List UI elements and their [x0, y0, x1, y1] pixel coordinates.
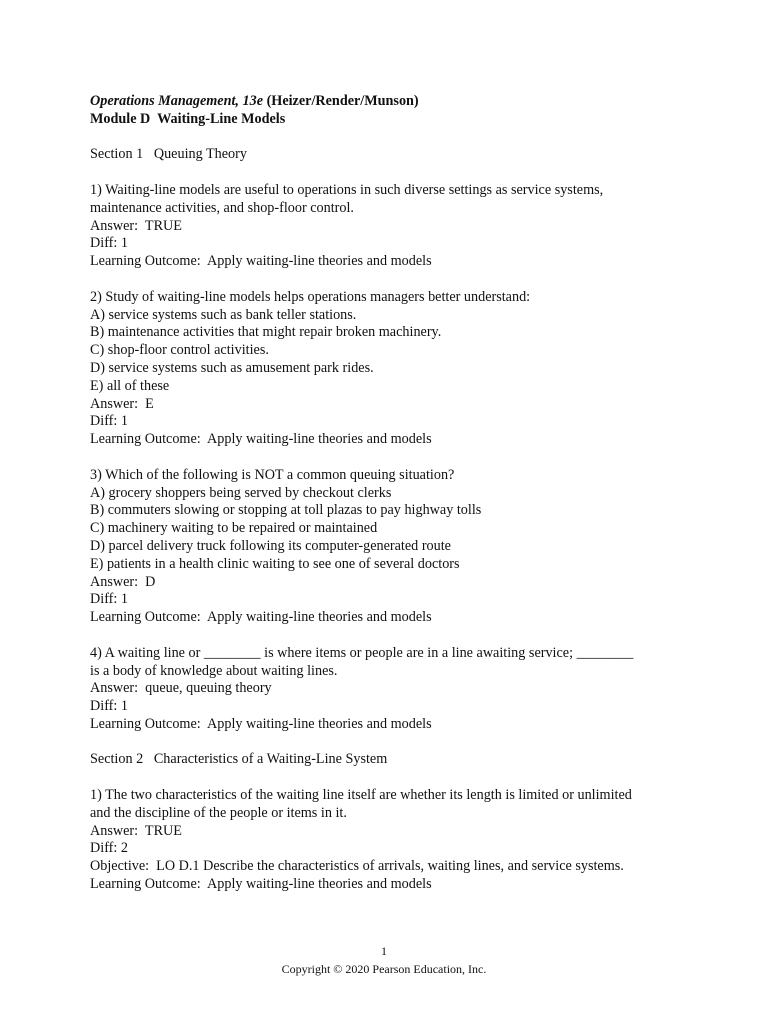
- difficulty-line: Diff: 1: [90, 591, 128, 608]
- answer-line: Answer: TRUE: [90, 822, 182, 839]
- difficulty-line: Diff: 2: [90, 840, 128, 857]
- answer-choice: D) parcel delivery truck following its computer-generated route: [90, 537, 451, 554]
- question-block: [90, 289, 690, 449]
- answer-choice: A) service systems such as bank teller stations.: [90, 306, 357, 323]
- page-number: 1: [381, 944, 387, 958]
- answer-choice: B) commuters slowing or stopping at toll plazas to pay highway tolls: [90, 502, 482, 519]
- question-block: [90, 467, 690, 627]
- learning-outcome-line: Learning Outcome: Apply waiting-line theories and models: [90, 876, 432, 893]
- book-title: Operations Management, 13e: [90, 93, 264, 109]
- document-page: [90, 93, 690, 894]
- section-heading: Section 2 Characteristics of a Waiting-Line System: [90, 751, 388, 768]
- difficulty-line: Diff: 1: [90, 698, 128, 715]
- question-block: [90, 645, 690, 734]
- question-text: 4) A waiting line or ________ is where items or people are in a line awaiting service; ________: [90, 644, 634, 661]
- learning-outcome-line: Learning Outcome: Apply waiting-line theories and models: [90, 609, 432, 626]
- question-text: 2) Study of waiting-line models helps operations managers better understand:: [90, 288, 531, 305]
- answer-choice: E) all of these: [90, 377, 170, 394]
- answer-choice: E) patients in a health clinic waiting to see one of several doctors: [90, 555, 460, 572]
- question-block: [90, 787, 690, 894]
- answer-line: Answer: D: [90, 573, 156, 590]
- question-text: 1) The two characteristics of the waiting line itself are whether its length is limited or unlimited: [90, 787, 632, 804]
- question-text: 1) Waiting-line models are useful to operations in such diverse settings as service systems,: [90, 181, 604, 198]
- learning-outcome-line: Learning Outcome: Apply waiting-line theories and models: [90, 431, 432, 448]
- question-text: maintenance activities, and shop-floor control.: [90, 199, 354, 216]
- book-authors: (Heizer/Render/Munson): [263, 93, 419, 109]
- answer-choice: B) maintenance activities that might repair broken machinery.: [90, 324, 442, 341]
- section-heading: Section 1 Queuing Theory: [90, 146, 247, 163]
- question-text: and the discipline of the people or items in it.: [90, 804, 347, 821]
- answer-line: Answer: queue, queuing theory: [90, 680, 272, 697]
- learning-outcome-line: Learning Outcome: Apply waiting-line theories and models: [90, 715, 432, 732]
- answer-line: Answer: E: [90, 395, 154, 412]
- question-text: 3) Which of the following is NOT a common queuing situation?: [90, 466, 455, 483]
- module-title: Module D Waiting-Line Models: [90, 110, 286, 127]
- question-text: is a body of knowledge about waiting lines.: [90, 662, 338, 679]
- objective-line: Objective: LO D.1 Describe the characteristics of arrivals, waiting lines, and service systems.: [90, 858, 624, 875]
- learning-outcome-line: Learning Outcome: Apply waiting-line theories and models: [90, 253, 432, 270]
- answer-choice: C) shop-floor control activities.: [90, 342, 269, 359]
- answer-line: Answer: TRUE: [90, 217, 182, 234]
- answer-choice: C) machinery waiting to be repaired or maintained: [90, 520, 378, 537]
- copyright-notice: Copyright © 2020 Pearson Education, Inc.: [281, 962, 487, 976]
- difficulty-line: Diff: 1: [90, 413, 128, 430]
- difficulty-line: Diff: 1: [90, 235, 128, 252]
- question-block: [90, 182, 690, 271]
- document-title: [90, 93, 690, 111]
- answer-choice: A) grocery shoppers being served by checkout clerks: [90, 484, 392, 501]
- answer-choice: D) service systems such as amusement park rides.: [90, 359, 374, 376]
